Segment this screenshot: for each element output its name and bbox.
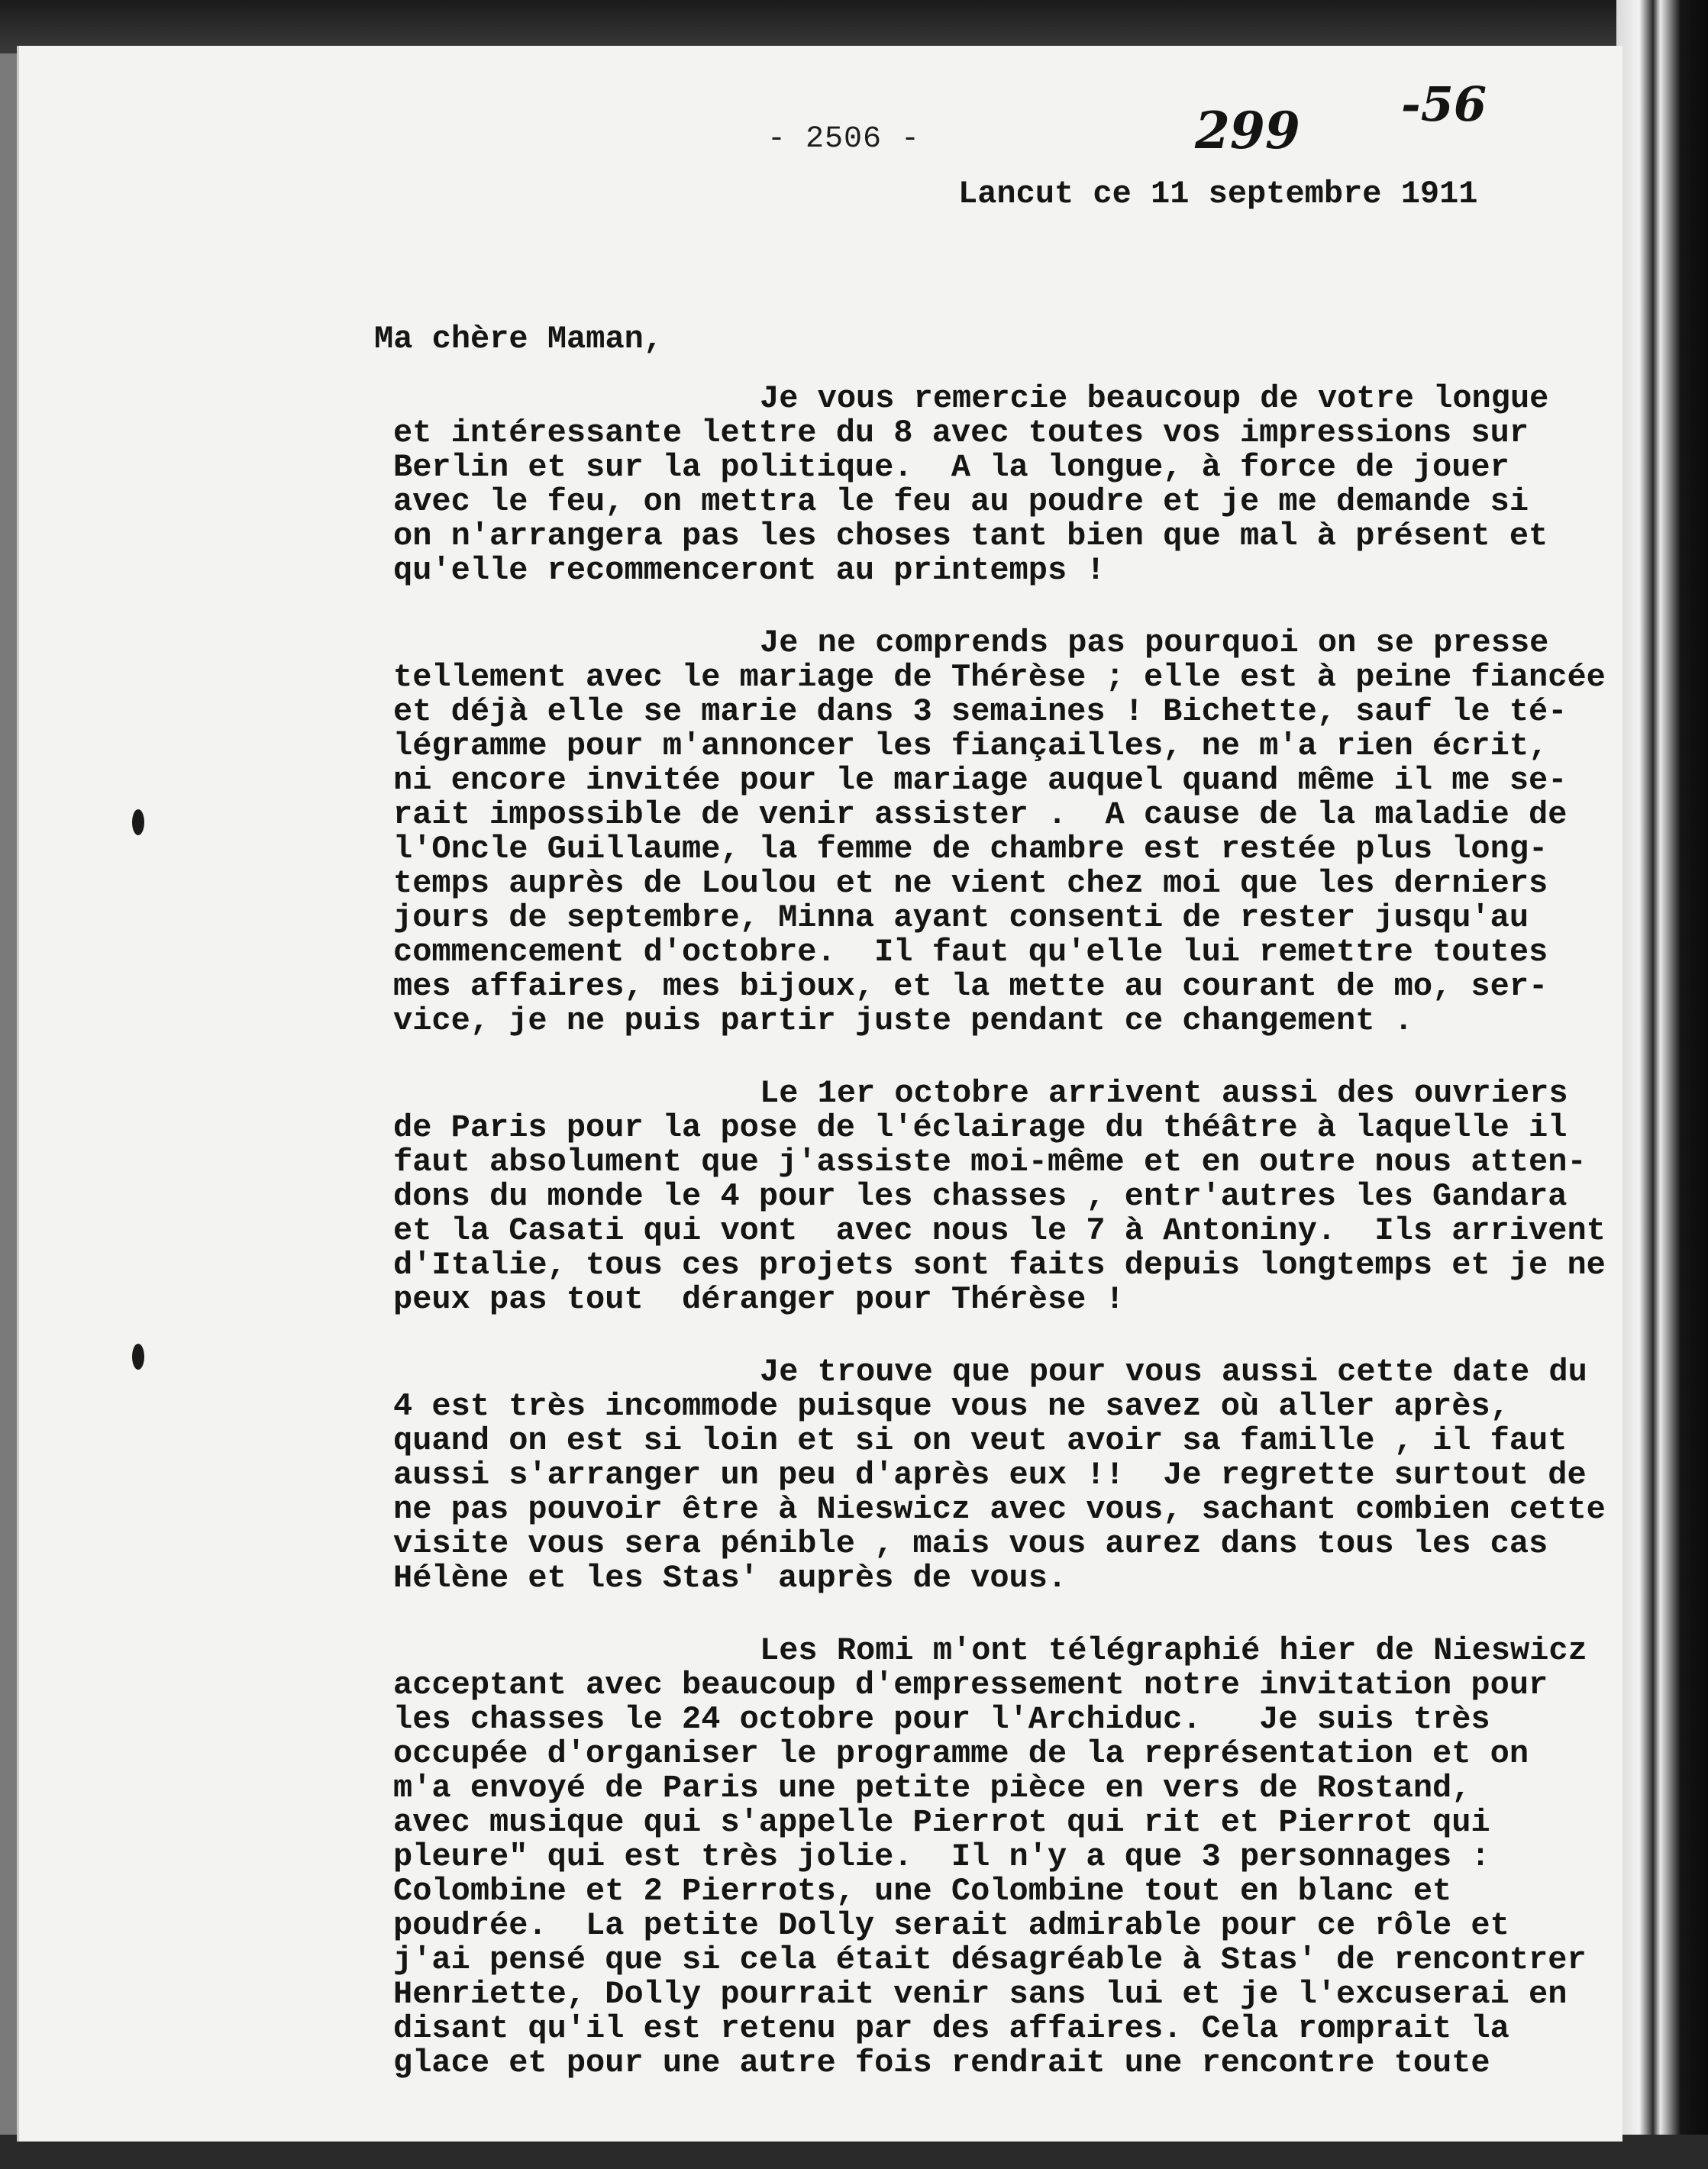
binder-hole-bottom (132, 1344, 144, 1370)
text-line: rait impossible de venir assister . A cause de la maladie de (393, 796, 1568, 833)
letter-salutation: Ma chère Maman, (374, 321, 664, 357)
text-line: Les Romi m'ont télégraphié hier de Nieswicz (760, 1632, 1587, 1669)
letter-page (17, 46, 1622, 2142)
letter-body (393, 380, 1606, 2119)
text-line: jours de septembre, Minna ayant consenti de rester jusqu'au (393, 899, 1529, 936)
text-line: tellement avec le mariage de Thérèse ; elle est à peine fiancée (393, 659, 1606, 696)
text-line: Colombine et 2 Pierrots, une Colombine tout en blanc et (393, 1873, 1452, 1909)
text-line: Je vous remercie beaucoup de votre longue (760, 380, 1549, 417)
text-line: Le 1er octobre arrivent aussi des ouvriers (760, 1075, 1568, 1112)
text-line: vice, je ne puis partir juste pendant ce changement . (393, 1002, 1413, 1039)
text-line: légramme pour m'annoncer les fiançailles, ne m'a rien écrit, (393, 728, 1548, 764)
scan-right-edge (1616, 0, 1708, 2169)
paragraph (393, 625, 1606, 1039)
text-line: 4 est très incommode puisque vous ne savez où aller après, (393, 1388, 1509, 1425)
paragraph (393, 1354, 1606, 1596)
text-line: de Paris pour la pose de l'éclairage du théâtre à laquelle il (393, 1109, 1568, 1146)
text-line: on n'arrangera pas les choses tant bien que mal à présent et (393, 518, 1548, 554)
text-line: quand on est si loin et si on veut avoir sa famille , il faut (393, 1422, 1568, 1459)
paragraph (393, 1634, 1600, 2080)
text-line: et déjà elle se marie dans 3 semaines ! Bichette, sauf le té- (393, 693, 1568, 730)
text-line: l'Oncle Guillaume, la femme de chambre est restée plus long- (393, 831, 1548, 867)
text-line: les chasses le 24 octobre pour l'Archiduc. Je suis très (393, 1701, 1490, 1738)
text-line: occupée d'organiser le programme de la représentation et on (393, 1735, 1529, 1772)
letter-dateline: Lancut ce 11 septembre 1911 (958, 176, 1478, 212)
text-line: et la Casati qui vont avec nous le 7 à Antoniny. Ils arrivent (393, 1212, 1606, 1249)
text-line: avec musique qui s'appelle Pierrot qui rit et Pierrot qui (393, 1804, 1490, 1841)
text-line: avec le feu, on mettra le feu au poudre et je me demande si (393, 483, 1529, 520)
text-line: pleure" qui est très jolie. Il n'y a que 3 personnages : (393, 1838, 1490, 1875)
text-line: faut absolument que j'assiste moi-même et en outre nous atten- (393, 1144, 1587, 1180)
text-line: aussi s'arranger un peu d'après eux !! Je regrette surtout de (393, 1457, 1587, 1493)
text-line: qu'elle recommenceront au printemps ! (393, 552, 1106, 589)
typed-page-number: - 2506 - (767, 122, 921, 157)
text-line: ni encore invitée pour le mariage auquel quand même il me se- (393, 762, 1568, 799)
text-line: visite vous sera pénible , mais vous aurez dans tous les cas (393, 1525, 1548, 1562)
text-line: temps auprès de Loulou et ne vient chez moi que les derniers (393, 865, 1548, 902)
binder-hole-top (132, 809, 144, 835)
text-line: et intéressante lettre du 8 avec toutes vos impressions sur (393, 415, 1529, 451)
text-line: glace et pour une autre fois rendrait une rencontre toute (393, 2045, 1490, 2081)
text-line: m'a envoyé de Paris une petite pièce en vers de Rostand, (393, 1770, 1471, 1806)
text-line: Hélène et les Stas' auprès de vous. (393, 1560, 1067, 1596)
text-line: ne pas pouvoir être à Nieswicz avec vous, sachant combien cette (393, 1491, 1606, 1528)
text-line: Henriette, Dolly pourrait venir sans lui et je l'excuserai en (393, 1976, 1568, 2012)
handwritten-page-number: 299 (1195, 101, 1300, 160)
text-line: mes affaires, mes bijoux, et la mette au courant de mo, ser- (393, 968, 1548, 1005)
paragraph (393, 1075, 1606, 1318)
text-line: dons du monde le 4 pour les chasses , entr'autres les Gandara (393, 1178, 1568, 1215)
text-line: peux pas tout déranger pour Thérèse ! (393, 1281, 1125, 1318)
corner-folio-number: -56 (1401, 76, 1487, 132)
paragraph (393, 382, 1600, 588)
text-line: Je trouve que pour vous aussi cette date du (760, 1354, 1587, 1390)
text-line: d'Italie, tous ces projets sont faits depuis longtemps et je ne (393, 1247, 1606, 1283)
text-line: acceptant avec beaucoup d'empressement notre invitation pour (393, 1667, 1548, 1703)
text-line: poudrée. La petite Dolly serait admirable pour ce rôle et (393, 1907, 1509, 1944)
text-line: Je ne comprends pas pourquoi on se presse (760, 625, 1549, 661)
text-line: disant qu'il est retenu par des affaires. Cela romprait la (393, 2010, 1509, 2047)
text-line: j'ai pensé que si cela était désagréable à Stas' de rencontrer (393, 1941, 1587, 1978)
text-line: commencement d'octobre. Il faut qu'elle lui remettre toutes (393, 934, 1548, 970)
text-line: Berlin et sur la politique. A la longue, à force de jouer (393, 449, 1509, 486)
